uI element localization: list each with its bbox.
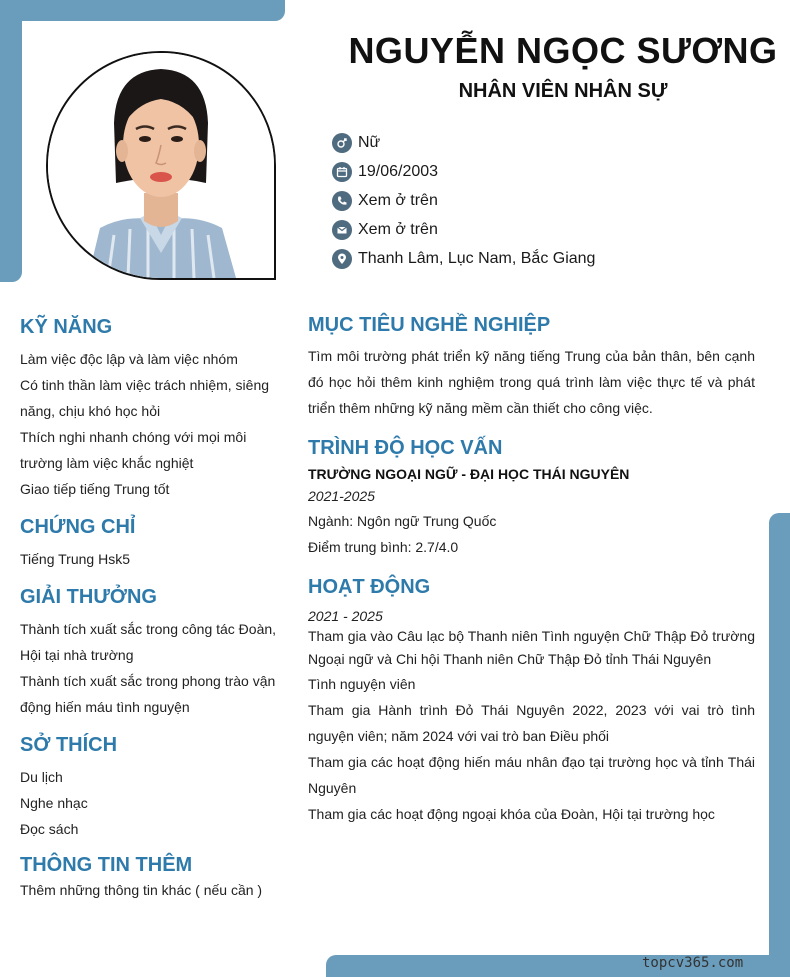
top-decoration-bar — [0, 0, 285, 21]
calendar-icon — [332, 162, 352, 182]
contact-phone — [332, 186, 595, 215]
hobby-item: Nghe nhạc — [20, 795, 88, 811]
certificates-section — [20, 516, 282, 572]
skills-title: KỸ NĂNG — [20, 316, 113, 338]
activity-item: Tham gia các hoạt động ngoại khóa của Đoàn, Hội tại trường học — [308, 806, 715, 822]
skill-item: Thích nghi nhanh chóng với mọi môi trường làm việc khắc nghiệt — [20, 429, 247, 471]
award-item: Thành tích xuất sắc trong công tác Đoàn, Hội tại nhà trường — [20, 621, 277, 663]
contact-address — [332, 244, 595, 273]
more-info-title: THÔNG TIN THÊM — [20, 854, 193, 876]
profile-photo — [46, 51, 276, 280]
phone-icon — [332, 191, 352, 211]
skills-section — [20, 316, 282, 502]
contact-gender — [332, 128, 595, 157]
left-decoration-bar — [0, 0, 22, 282]
education-section — [308, 437, 755, 560]
award-item: Thành tích xuất sắc trong phong trào vận động hiến máu tình nguyện — [20, 673, 276, 715]
contact-birthday — [332, 157, 595, 186]
activities-section — [308, 576, 755, 827]
school-name: TRƯỜNG NGOẠI NGỮ - ĐẠI HỌC THÁI NGUYÊN — [308, 466, 630, 482]
objective-section — [308, 314, 755, 421]
left-column — [20, 316, 282, 901]
more-info-section — [20, 854, 282, 901]
activity-item: Tham gia các hoạt động hiến máu nhân đạo tại trường học và tỉnh Thái Nguyên — [308, 754, 755, 796]
contact-address-text: Thanh Lâm, Lục Nam, Bắc Giang — [358, 249, 596, 267]
certificate-item: Tiếng Trung Hsk5 — [20, 551, 130, 567]
watermark-text: topcv365.com — [642, 955, 744, 971]
certificates-title: CHỨNG CHỈ — [20, 516, 136, 538]
candidate-name: NGUYỄN NGỌC SƯƠNG — [348, 30, 778, 71]
hobby-item: Du lịch — [20, 769, 63, 785]
gender-icon — [332, 133, 352, 153]
location-icon — [332, 249, 352, 269]
objective-text: Tìm môi trường phát triển kỹ năng tiếng Trung của bản thân, bên cạnh đó học hỏi thêm kinh nghiệm trong quá trình làm việc thực tế và phát triển thêm những kỹ năng mềm cần thiết cho công việc. — [308, 348, 755, 416]
contact-email — [332, 215, 595, 244]
contact-phone-text: Xem ở trên — [358, 191, 438, 209]
contact-info-list — [332, 128, 595, 273]
right-column — [308, 314, 755, 827]
portrait-illustration — [48, 53, 274, 278]
contact-birthday-text: 19/06/2003 — [358, 162, 439, 180]
education-gpa: Điểm trung bình: 2.7/4.0 — [308, 539, 459, 555]
activity-item: Tình nguyện viên — [308, 676, 416, 692]
job-title: NHÂN VIÊN NHÂN SỰ — [458, 80, 668, 102]
more-info-text: Thêm những thông tin khác ( nếu cần ) — [20, 882, 263, 898]
hobbies-section — [20, 734, 282, 842]
activities-period: 2021 - 2025 — [308, 608, 383, 624]
education-period: 2021-2025 — [308, 488, 375, 504]
email-icon — [332, 220, 352, 240]
activity-item: Tham gia Hành trình Đỏ Thái Nguyên 2022, 2023 với vai trò tình nguyện viên; năm 2024 với vai trò ban Điều phối — [308, 702, 755, 744]
hobbies-title: SỞ THÍCH — [20, 734, 118, 756]
skill-item: Có tinh thần làm việc trách nhiệm, siêng năng, chịu khó học hỏi — [20, 377, 270, 419]
education-title: TRÌNH ĐỘ HỌC VẤN — [308, 437, 503, 459]
hobby-item: Đọc sách — [20, 821, 79, 837]
activities-title: HOẠT ĐỘNG — [308, 576, 431, 598]
skill-item: Làm việc độc lập và làm việc nhóm — [20, 351, 238, 367]
skill-item: Giao tiếp tiếng Trung tốt — [20, 481, 170, 497]
awards-section — [20, 586, 282, 720]
objective-title: MỤC TIÊU NGHỀ NGHIỆP — [308, 314, 551, 336]
activity-item: Tham gia vào Câu lạc bộ Thanh niên Tình nguyện Chữ Thập Đỏ trường Ngoại ngữ và Chi hội Thanh niên Chữ Thập Đỏ tỉnh Thái Nguyên — [308, 628, 755, 667]
contact-gender-text: Nữ — [358, 133, 381, 151]
education-major: Ngành: Ngôn ngữ Trung Quốc — [308, 513, 497, 529]
right-decoration-bar — [769, 513, 790, 977]
awards-title: GIẢI THƯỞNG — [20, 586, 157, 608]
contact-email-text: Xem ở trên — [358, 220, 438, 238]
